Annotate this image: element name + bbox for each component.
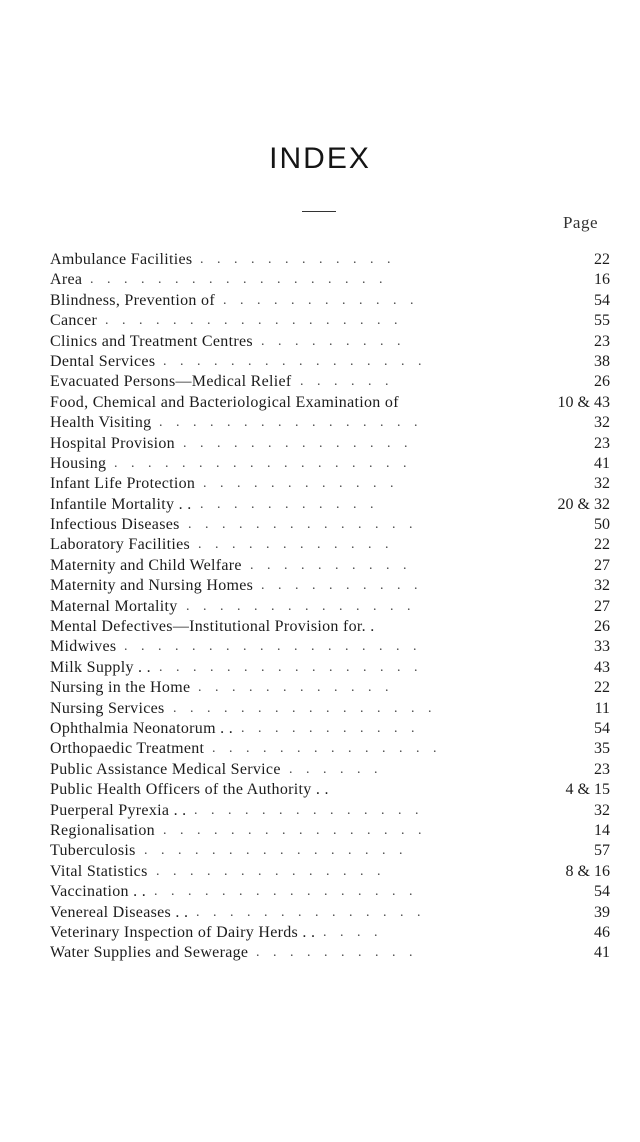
entry-label: Housing bbox=[50, 454, 107, 472]
entry-leader-dots: . . . . . . . . . . . . . . bbox=[183, 435, 413, 451]
entry-label: Milk Supply . . bbox=[50, 658, 151, 676]
index-entry bbox=[50, 597, 610, 617]
entry-label: Maternity and Child Welfare bbox=[50, 556, 242, 574]
index-entry bbox=[50, 739, 610, 759]
entry-page-number: 35 bbox=[594, 740, 610, 758]
entry-page-number: 39 bbox=[594, 903, 610, 921]
entry-leader-dots: . . . . . . . . . . . . . . bbox=[188, 517, 418, 533]
index-entry bbox=[50, 291, 610, 311]
entry-page-number: 22 bbox=[594, 536, 610, 554]
index-entry bbox=[50, 434, 610, 454]
index-entry bbox=[50, 454, 610, 474]
index-entry bbox=[50, 495, 610, 515]
index-entry bbox=[50, 719, 610, 739]
entry-leader-dots: . . . . . . . . . . . . bbox=[223, 292, 419, 308]
index-entry bbox=[50, 882, 610, 902]
index-entry bbox=[50, 474, 610, 494]
entry-page-number: 32 bbox=[594, 801, 610, 819]
entry-page-number: 54 bbox=[594, 291, 610, 309]
entry-page-number: 16 bbox=[594, 271, 610, 289]
entry-label: Ambulance Facilities bbox=[50, 251, 193, 268]
entry-label: Clinics and Treatment Centres bbox=[50, 332, 253, 350]
index-entry bbox=[50, 841, 610, 861]
entry-page-number: 10 & 43 bbox=[557, 393, 610, 411]
entry-page-number: 14 bbox=[594, 821, 610, 839]
index-entry bbox=[50, 332, 610, 352]
title-rule bbox=[302, 211, 336, 212]
entry-page-number: 32 bbox=[594, 475, 610, 493]
index-entry bbox=[50, 821, 610, 841]
entry-leader-dots: . . . . . . . . . . . . . . . . bbox=[159, 659, 423, 675]
index-entry bbox=[50, 658, 610, 678]
entry-leader-dots: . . . . . . . . . . bbox=[256, 945, 418, 961]
entry-label: Dental Services bbox=[50, 352, 156, 370]
entry-label: Public Health Officers of the Authority . . bbox=[50, 781, 329, 799]
entry-label: Venereal Diseases . . bbox=[50, 903, 189, 921]
entry-label: Area bbox=[50, 271, 83, 289]
entry-leader-dots: . . . . . . . . . . . bbox=[200, 496, 379, 512]
page-title: INDEX bbox=[269, 142, 371, 175]
entry-label: Maternity and Nursing Homes bbox=[50, 577, 254, 595]
entry-leader-dots: . . . . . . . . . . . . . . . . . . bbox=[124, 639, 422, 655]
index-entry bbox=[50, 413, 610, 433]
entry-leader-dots: . . . . . . . . . . . bbox=[241, 720, 420, 736]
entry-leader-dots: . . . . . . . . . . . . . . . . bbox=[154, 884, 418, 900]
entry-leader-dots: . . . . bbox=[323, 924, 383, 940]
entry-leader-dots: . . . . . . . . . . . . . . . . bbox=[173, 700, 437, 716]
entry-page-number: 26 bbox=[594, 618, 610, 636]
entry-page-number: 50 bbox=[594, 516, 610, 534]
entry-page-number: 43 bbox=[594, 658, 610, 676]
index-entry bbox=[50, 801, 610, 821]
entry-page-number: 41 bbox=[594, 944, 610, 962]
entry-page-number: 27 bbox=[594, 556, 610, 574]
entry-label: Evacuated Persons—Medical Relief bbox=[50, 373, 292, 391]
entry-page-number: 4 & 15 bbox=[565, 781, 610, 799]
entry-label: Maternal Mortality bbox=[50, 597, 178, 615]
entry-leader-dots: . . . . . . . . . . . . . . . . . . bbox=[90, 272, 388, 288]
entry-label: Mental Defectives—Institutional Provision for. . bbox=[50, 618, 375, 636]
entry-leader-dots: . . . . . . . . . . . . . . bbox=[212, 741, 442, 757]
entry-page-number: 22 bbox=[594, 251, 610, 268]
index-entry bbox=[50, 943, 610, 963]
entry-leader-dots: . . . . . . . . . . . . bbox=[198, 537, 394, 553]
index-entry bbox=[50, 617, 610, 637]
entry-leader-dots: . . . . . . . . . . . . . . . . . . bbox=[114, 455, 412, 471]
entry-leader-dots: . . . . . . bbox=[289, 761, 383, 777]
entry-page-number: 27 bbox=[594, 597, 610, 615]
entry-page-number: 23 bbox=[594, 760, 610, 778]
entry-page-number: 22 bbox=[594, 679, 610, 697]
entry-label: Laboratory Facilities bbox=[50, 536, 191, 554]
index-entry bbox=[50, 780, 610, 800]
index-entry bbox=[50, 352, 610, 372]
index-entry bbox=[50, 556, 610, 576]
index-entry bbox=[50, 372, 610, 392]
entry-leader-dots: . . . . . . . . . . bbox=[250, 557, 412, 573]
entry-label: Tuberculosis bbox=[50, 842, 136, 860]
entry-page-number: 8 & 16 bbox=[565, 862, 610, 880]
entry-label: Orthopaedic Treatment bbox=[50, 740, 205, 758]
entry-label: Vaccination . . bbox=[50, 883, 147, 901]
entry-page-number: 23 bbox=[594, 332, 610, 350]
entry-page-number: 26 bbox=[594, 373, 610, 391]
entry-leader-dots: . . . . . . . . . . . . . . bbox=[196, 904, 426, 920]
entry-leader-dots: . . . . . . . . . . . . . . bbox=[156, 863, 386, 879]
entry-label: Public Assistance Medical Service bbox=[50, 760, 281, 778]
index-entry bbox=[50, 393, 610, 413]
entry-leader-dots: . . . . . . . . . . . . . . bbox=[194, 802, 424, 818]
page-column-header: Page bbox=[562, 213, 598, 232]
index-entry bbox=[50, 637, 610, 657]
entry-label: Infectious Diseases bbox=[50, 516, 180, 534]
entry-leader-dots: . . . . . . . . . . . . . . . . . . bbox=[105, 313, 403, 329]
entry-page-number: 32 bbox=[594, 577, 610, 595]
entry-page-number: 55 bbox=[594, 312, 610, 330]
entry-leader-dots: . . . . . . . . . . . . bbox=[203, 476, 399, 492]
entry-label: Vital Statistics bbox=[50, 862, 148, 880]
entry-label: Midwives bbox=[50, 638, 117, 656]
entry-label: Hospital Provision bbox=[50, 434, 175, 452]
index-entry bbox=[50, 311, 610, 331]
entry-leader-dots: . . . . . . . . . . . . . . . . bbox=[159, 415, 423, 431]
index-entry bbox=[50, 250, 610, 270]
entry-label: Puerperal Pyrexia . . bbox=[50, 801, 187, 819]
entry-label: Ophthalmia Neonatorum . . bbox=[50, 719, 234, 737]
entry-label: Health Visiting bbox=[50, 414, 152, 432]
entry-page-number: 32 bbox=[594, 414, 610, 432]
entry-leader-dots: . . . . . . . . . . . . bbox=[200, 252, 396, 267]
entry-leader-dots: . . . . . . . . . . . . . . . . bbox=[163, 353, 427, 369]
entry-leader-dots: . . . . . . . . . . . . . . . . bbox=[163, 822, 427, 838]
entry-leader-dots: . . . . . . . . . . bbox=[261, 578, 423, 594]
entry-page-number: 20 & 32 bbox=[557, 495, 610, 513]
entry-page-number: 33 bbox=[594, 638, 610, 656]
entry-label: Veterinary Inspection of Dairy Herds . . bbox=[50, 923, 316, 941]
entry-page-number: 54 bbox=[594, 883, 610, 901]
entry-leader-dots: . . . . . . . . . . . . bbox=[198, 680, 394, 696]
entry-label: Infant Life Protection bbox=[50, 475, 196, 493]
entry-page-number: 57 bbox=[594, 842, 610, 860]
entry-label: Water Supplies and Sewerage bbox=[50, 944, 249, 962]
index-list bbox=[50, 250, 610, 964]
index-entry bbox=[50, 903, 610, 923]
entry-page-number: 46 bbox=[594, 923, 610, 941]
index-entry bbox=[50, 678, 610, 698]
entry-label: Food, Chemical and Bacteriological Examination of bbox=[50, 393, 399, 411]
index-entry bbox=[50, 699, 610, 719]
index-entry bbox=[50, 535, 610, 555]
entry-page-number: 11 bbox=[594, 699, 610, 717]
index-entry bbox=[50, 270, 610, 290]
entry-leader-dots: . . . . . . . . . . . . . . bbox=[186, 598, 416, 614]
entry-leader-dots: . . . . . . . . . bbox=[261, 333, 406, 349]
entry-label: Nursing Services bbox=[50, 699, 165, 717]
entry-page-number: 38 bbox=[594, 352, 610, 370]
index-entry bbox=[50, 515, 610, 535]
entry-label: Blindness, Prevention of bbox=[50, 291, 215, 309]
entry-page-number: 23 bbox=[594, 434, 610, 452]
entry-label: Nursing in the Home bbox=[50, 679, 191, 697]
entry-leader-dots: . . . . . . . . . . . . . . . . bbox=[144, 843, 408, 859]
entry-page-number: 54 bbox=[594, 719, 610, 737]
entry-label: Regionalisation bbox=[50, 821, 155, 839]
entry-label: Infantile Mortality . . bbox=[50, 495, 192, 513]
entry-page-number: 41 bbox=[594, 454, 610, 472]
entry-label: Cancer bbox=[50, 312, 98, 330]
index-entry bbox=[50, 923, 610, 943]
index-entry bbox=[50, 576, 610, 596]
index-entry bbox=[50, 760, 610, 780]
index-entry bbox=[50, 862, 610, 882]
entry-leader-dots: . . . . . . bbox=[300, 374, 394, 390]
